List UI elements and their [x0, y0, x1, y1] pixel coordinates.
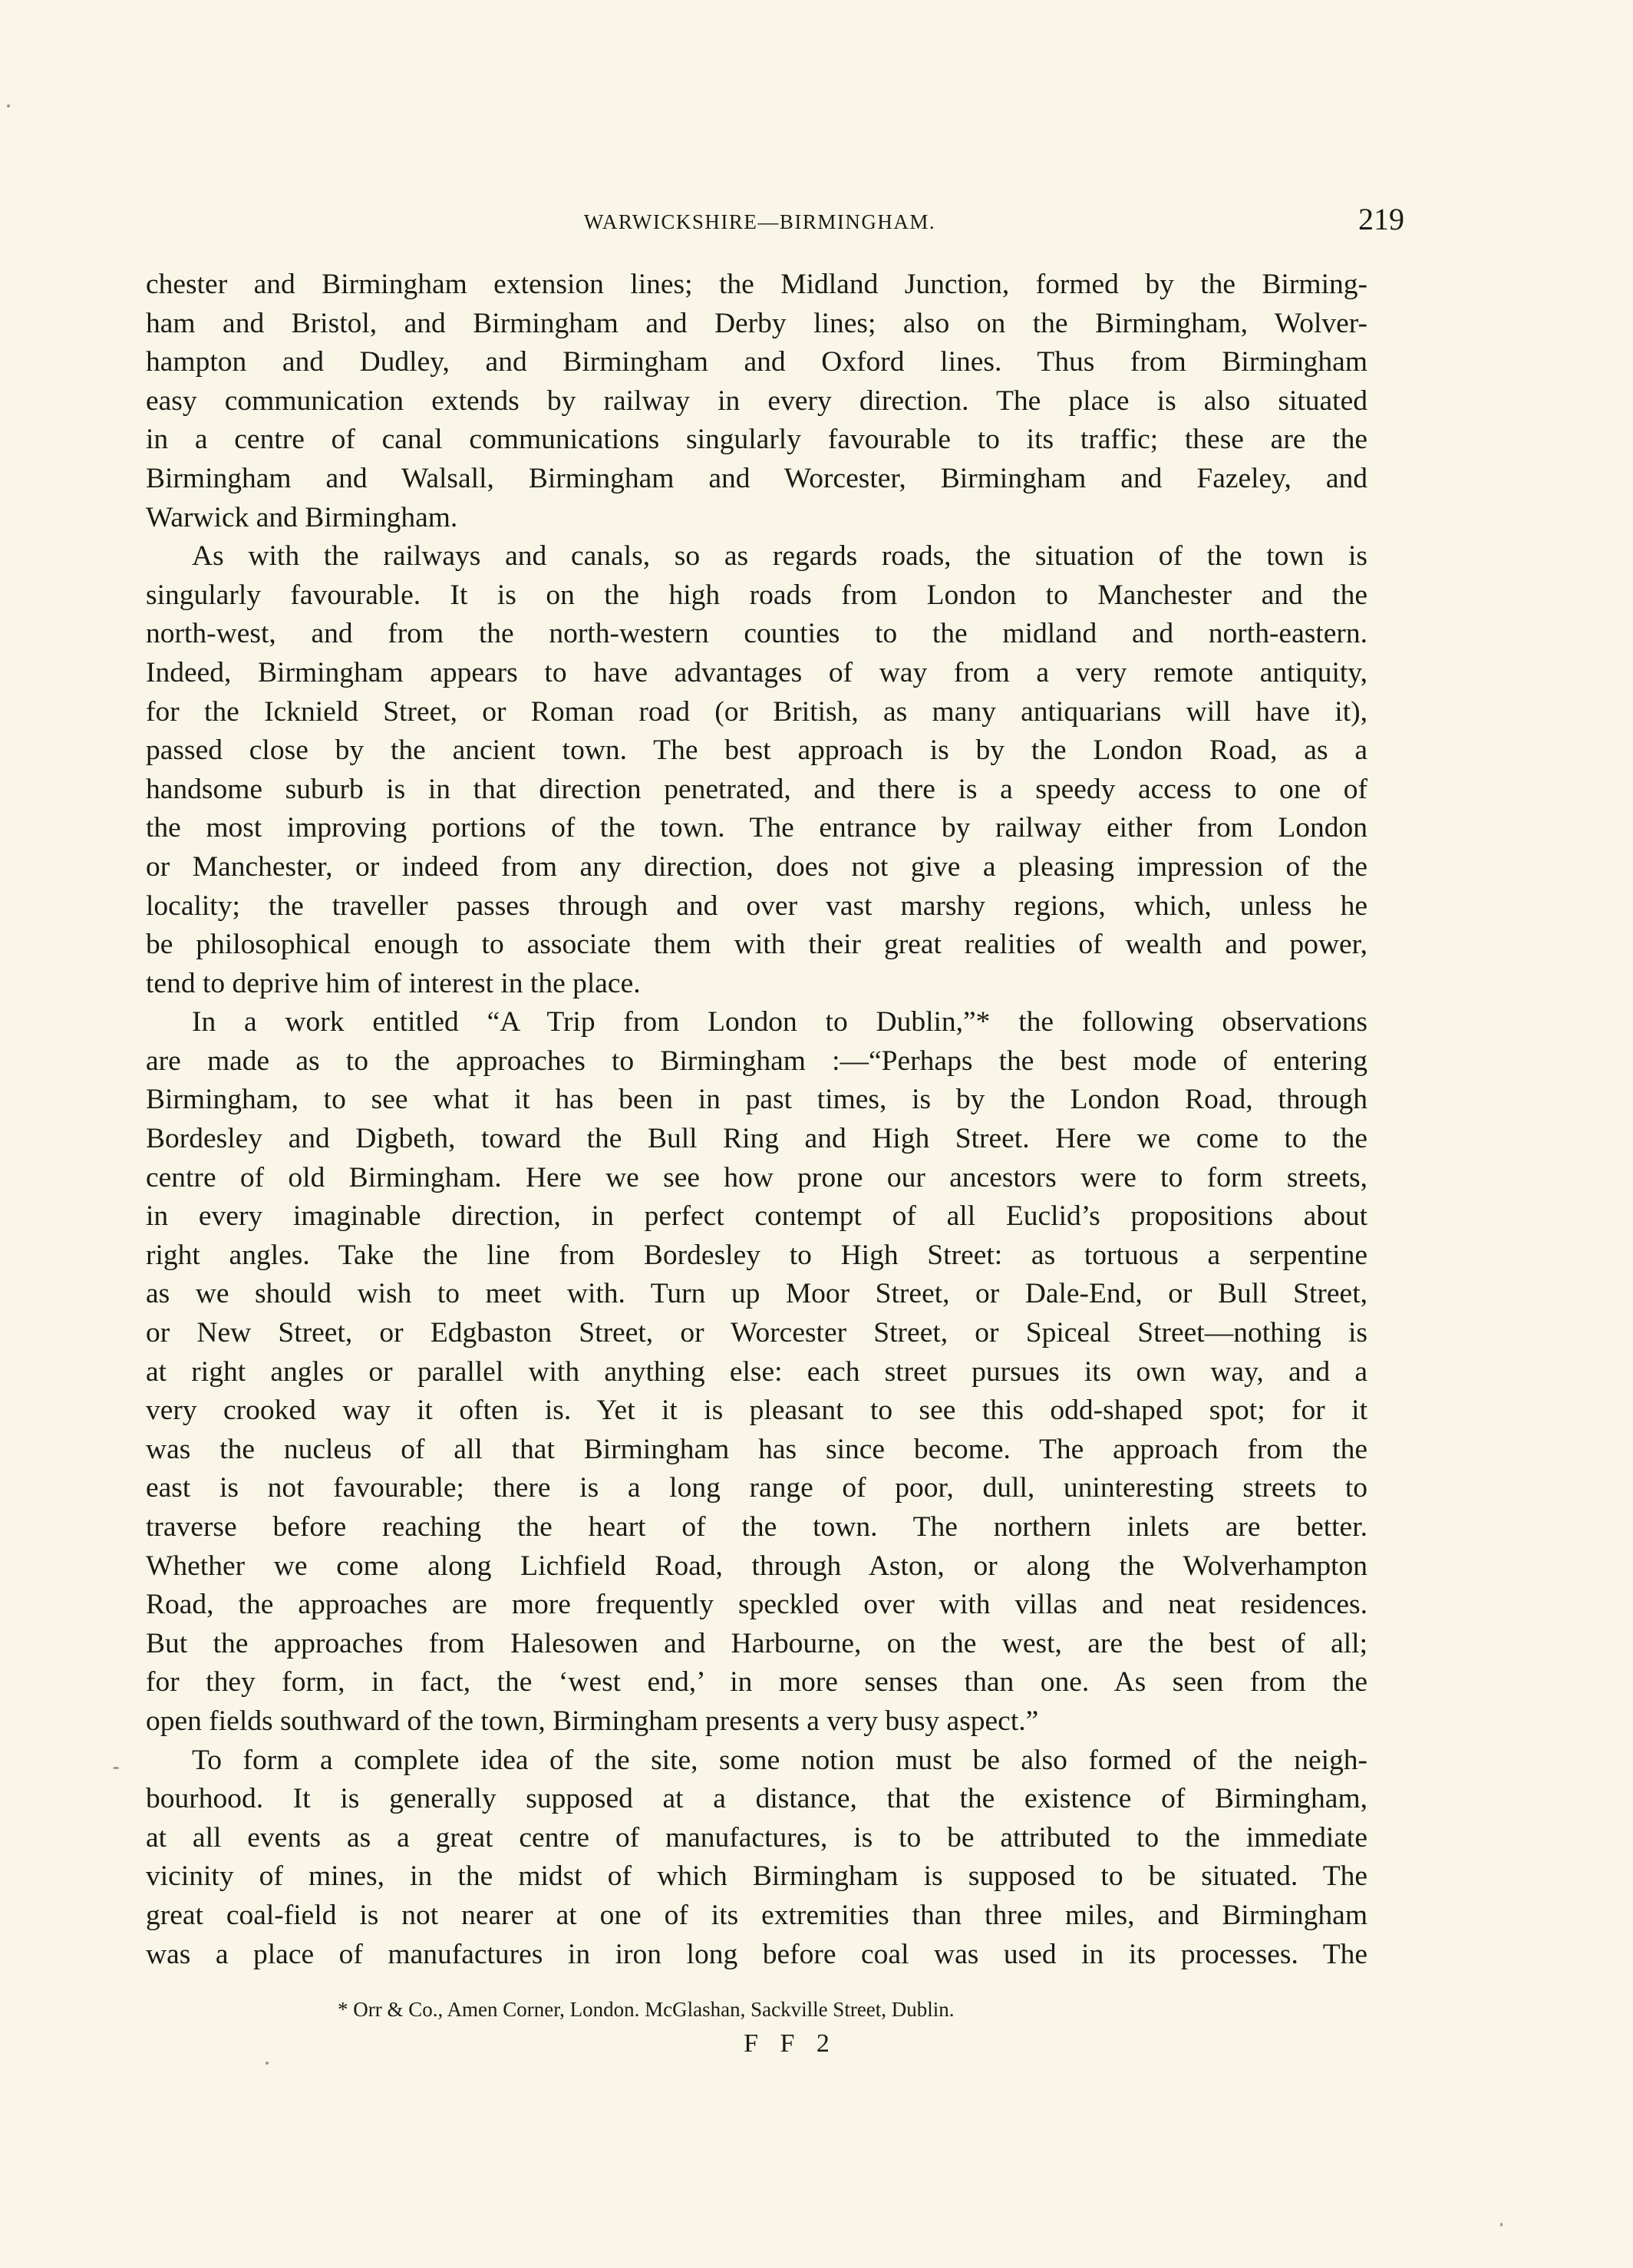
- text-line: chester and Birmingham extension lines; the Midland Junction, formed by the Birming-: [146, 269, 1367, 300]
- text-line: be philosophical enough to associate them with their great realities of wealth and power,: [146, 929, 1367, 961]
- text-line: at all events as a great centre of manufactures, is to be attributed to the immediate: [146, 1821, 1367, 1854]
- text-line: bourhood. It is generally supposed at a distance, that the existence of Birmingham,: [146, 1783, 1367, 1815]
- text-line: To form a complete idea of the site, some notion must be also formed of the neigh-: [192, 1744, 1367, 1776]
- text-line: Indeed, Birmingham appears to have advantages of way from a very remote antiquity,: [146, 656, 1367, 688]
- footnote: * Orr & Co., Amen Corner, London. McGlashan, Sackville Street, Dublin.: [338, 1998, 955, 2021]
- text-line: in every imaginable direction, in perfect contempt of all Euclid’s propositions about: [146, 1200, 1367, 1233]
- text-line: are made as to the approaches to Birmingham :—“Perhaps the best mode of entering: [146, 1045, 1367, 1077]
- paper-speck: [113, 1767, 119, 1769]
- text-line: very crooked way it often is. Yet it is pleasant to see this odd-shaped spot; for it: [146, 1395, 1367, 1427]
- text-line: Warwick and Birmingham.: [146, 501, 458, 533]
- text-line: As with the railways and canals, so as regards roads, the situation of the town is: [192, 540, 1367, 573]
- body-text: [146, 266, 1367, 1974]
- text-line: locality; the traveller passes through and over vast marshy regions, which, unless he: [146, 890, 1367, 922]
- text-line: But the approaches from Halesowen and Harbourne, on the west, are the best of all;: [146, 1627, 1367, 1659]
- text-line: Bordesley and Digbeth, toward the Bull Ring and High Street. Here we come to the: [146, 1123, 1367, 1155]
- text-line: tend to deprive him of interest in the place.: [146, 967, 641, 999]
- text-line: vicinity of mines, in the midst of which Birmingham is supposed to be situated. The: [146, 1860, 1367, 1893]
- text-line: in a centre of canal communications singularly favourable to its traffic; these are the: [146, 424, 1367, 456]
- text-line: Birmingham and Walsall, Birmingham and Worcester, Birmingham and Fazeley, and: [146, 462, 1367, 494]
- signature-mark: F F 2: [744, 2029, 837, 2058]
- page-number: 219: [1358, 202, 1404, 236]
- text-line: great coal-field is not nearer at one of its extremities than three miles, and Birmingham: [146, 1899, 1367, 1931]
- text-line: Road, the approaches are more frequently speckled over with villas and neat residences.: [146, 1589, 1367, 1621]
- text-line: handsome suburb is in that direction penetrated, and there is a speedy access to one of: [146, 773, 1367, 805]
- text-line: was the nucleus of all that Birmingham has since become. The approach from the: [146, 1433, 1367, 1465]
- text-line: easy communication extends by railway in every direction. The place is also situated: [146, 385, 1367, 417]
- running-title: WARWICKSHIRE—BIRMINGHAM.: [583, 210, 936, 233]
- text-line: or New Street, or Edgbaston Street, or Worcester Street, or Spiceal Street—nothing is: [146, 1317, 1367, 1349]
- paper-speck: [7, 104, 10, 107]
- paper-speck: [1500, 2223, 1503, 2227]
- text-line: or Manchester, or indeed from any direction, does not give a pleasing impression of the: [146, 850, 1367, 883]
- text-line: open fields southward of the town, Birmingham presents a very busy aspect.”: [146, 1705, 1039, 1737]
- text-line: centre of old Birmingham. Here we see how prone our ancestors were to form streets,: [146, 1161, 1367, 1193]
- text-line: hampton and Dudley, and Birmingham and Oxford lines. Thus from Birmingham: [146, 346, 1367, 378]
- text-line: the most improving portions of the town. The entrance by railway either from London: [146, 812, 1367, 844]
- text-line: singularly favourable. It is on the high roads from London to Manchester and the: [146, 579, 1367, 611]
- paper-speck: [266, 2062, 269, 2065]
- text-line: ham and Bristol, and Birmingham and Derby lines; also on the Birmingham, Wolver-: [146, 307, 1367, 339]
- text-line: east is not favourable; there is a long range of poor, dull, uninteresting streets to: [146, 1472, 1367, 1504]
- text-line: In a work entitled “A Trip from London to Dublin,”* the following observations: [192, 1006, 1367, 1038]
- text-line: traverse before reaching the heart of the town. The northern inlets are better.: [146, 1511, 1367, 1543]
- text-line: at right angles or parallel with anything else: each street pursues its own way, and a: [146, 1355, 1367, 1388]
- text-line: as we should wish to meet with. Turn up Moor Street, or Dale-End, or Bull Street,: [146, 1278, 1367, 1310]
- text-line: for the Icknield Street, or Roman road (or British, as many antiquarians will have it),: [146, 695, 1367, 728]
- text-line: for they form, in fact, the ‘west end,’ in more senses than one. As seen from the: [146, 1666, 1367, 1699]
- text-line: was a place of manufactures in iron long before coal was used in its processes. The: [146, 1938, 1367, 1970]
- text-line: Birmingham, to see what it has been in past times, is by the London Road, through: [146, 1084, 1367, 1116]
- text-line: passed close by the ancient town. The best approach is by the London Road, as a: [146, 735, 1367, 767]
- text-line: north-west, and from the north-western counties to the midland and north-eastern.: [146, 618, 1367, 650]
- text-line: right angles. Take the line from Bordesley to High Street: as tortuous a serpentine: [146, 1239, 1367, 1271]
- text-line: Whether we come along Lichfield Road, through Aston, or along the Wolverhampton: [146, 1550, 1367, 1582]
